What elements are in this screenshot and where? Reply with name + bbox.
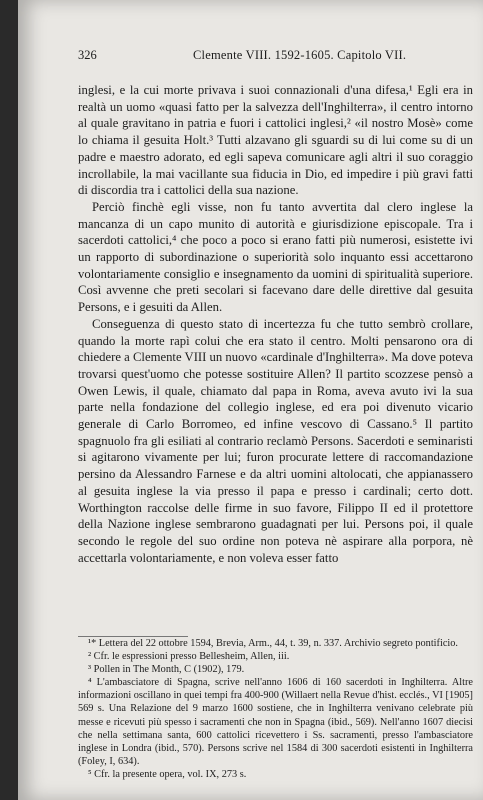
footnotes [78, 636, 473, 781]
footnote-4: ⁴ L'ambasciatore di Spagna, scrive nell'anno 1606 di 160 sacerdoti in Inghilterra. Altre informazioni oscillano in quei tempi fra 400-900 (Willaert nella Revue d'hist. ecclés., VI [1905] 569 s. Una Relazione del 9 marzo 1600 sostiene, che in Inghilterra venivano celebrate più messe e ricevuti più spesso i sacramenti che non in Spagna (ibid., 569). Nell'anno 1607 diecisi che nella settimana santa, 600 cattolici ricevettero i Ss. sacramenti, presso l'ambasciatore inglese in Londra (ibid., 570). Persons scrive nel 1584 di 300 sacerdoti esistenti in Inghilterra (Foley, I, 634). [78, 677, 473, 767]
paragraph-1: inglesi, e la cui morte privava i suoi connazionali d'una difesa,¹ Egli era in realtà un uomo «quasi fatto per la salvezza dell'Inghilterra», il centro intorno al quale gravitano in patria e fuori i cattolici inglesi,² «il nostro Mosè» come lo chiama il gesuita Holt.³ Tutti alzavano gli sguardi su di lui come su di un padre e maestro adorato, ed egli sapeva comunicare agli altri il suo coraggio incrollabile, la mai vacillante sua fiducia in Dio, ed impedire i più gravi fatti di discordia tra i cattolici della sua nazione. [78, 83, 473, 198]
footnote-1: ¹* Lettera del 22 ottobre 1594, Brevia, Arm., 44, t. 39, n. 337. Archivio segreto pontificio. [88, 638, 458, 649]
book-page [18, 0, 483, 800]
paragraph-3: Conseguenza di questo stato di incertezza fu che tutto sembrò crollare, quando la morte rapì colui che era stato il centro. Molti pensarono ora di chiedere a Clemente VIII un nuovo «cardinale d'Inghilterra». Ma dove poteva trovarsi quest'uomo che potesse sostituire Allen? Il partito scozzese pensò a Owen Lewis, il quale, chiamato dal papa in Roma, aveva avuto ivi la sua parte nella fondazione del collegio inglese, ed era poi divenuto vicario generale di Carlo Borromeo, ed infine vescovo di Cassano.⁵ Il partito spagnuolo fra gli esiliati al contrario reclamò Persons. Sacerdoti e seminaristi si agitarono vivamente per lui; furon procurate lettere di raccomandazione persino da Alessandro Farnese e da altri uomini altolocati, che appianassero al gesuita inglese la via presso il papa e presso i cardinali; certo dott. Worthington raccolse delle firme in suo favore, Filippo II ed il protettore della Nazione inglese sembrarono guadagnati per lui. Persons poi, il quale secondo le regole del suo ordine non poteva nè aspirare alla porpora, nè accettarla volontariamente, e non voleva esser fatto [78, 316, 473, 565]
paragraph-2: Perciò finchè egli visse, non fu tanto avvertita dal clero inglese la mancanza di un capo munito di autorità e giurisdizione episcopale. Tra i sacerdoti cattolici,⁴ che poco a poco si erano fatti più numerosi, esistette ivi un rapporto di subordinazione o superiorità solo inquanto essi accettarono volontariamente consiglio e insegnamento da uomini di spiritualità superiore. Così avvenne che preti secolari si facevano dare delle direttive dal gesuita Persons, e i gesuiti da Allen. [78, 199, 473, 315]
main-text [78, 82, 473, 566]
footnote-5: ⁵ Cfr. la presente opera, vol. IX, 273 s. [88, 768, 247, 780]
footnote-2: ² Cfr. le espressioni presso Bellesheim, Allen, iii. [88, 651, 290, 663]
footnote-3: ³ Pollen in The Month, C (1902), 179. [88, 664, 245, 676]
page-number: 326 [78, 48, 97, 62]
running-title: Clemente VIII. 1592-1605. Capitolo VII. [193, 48, 407, 62]
